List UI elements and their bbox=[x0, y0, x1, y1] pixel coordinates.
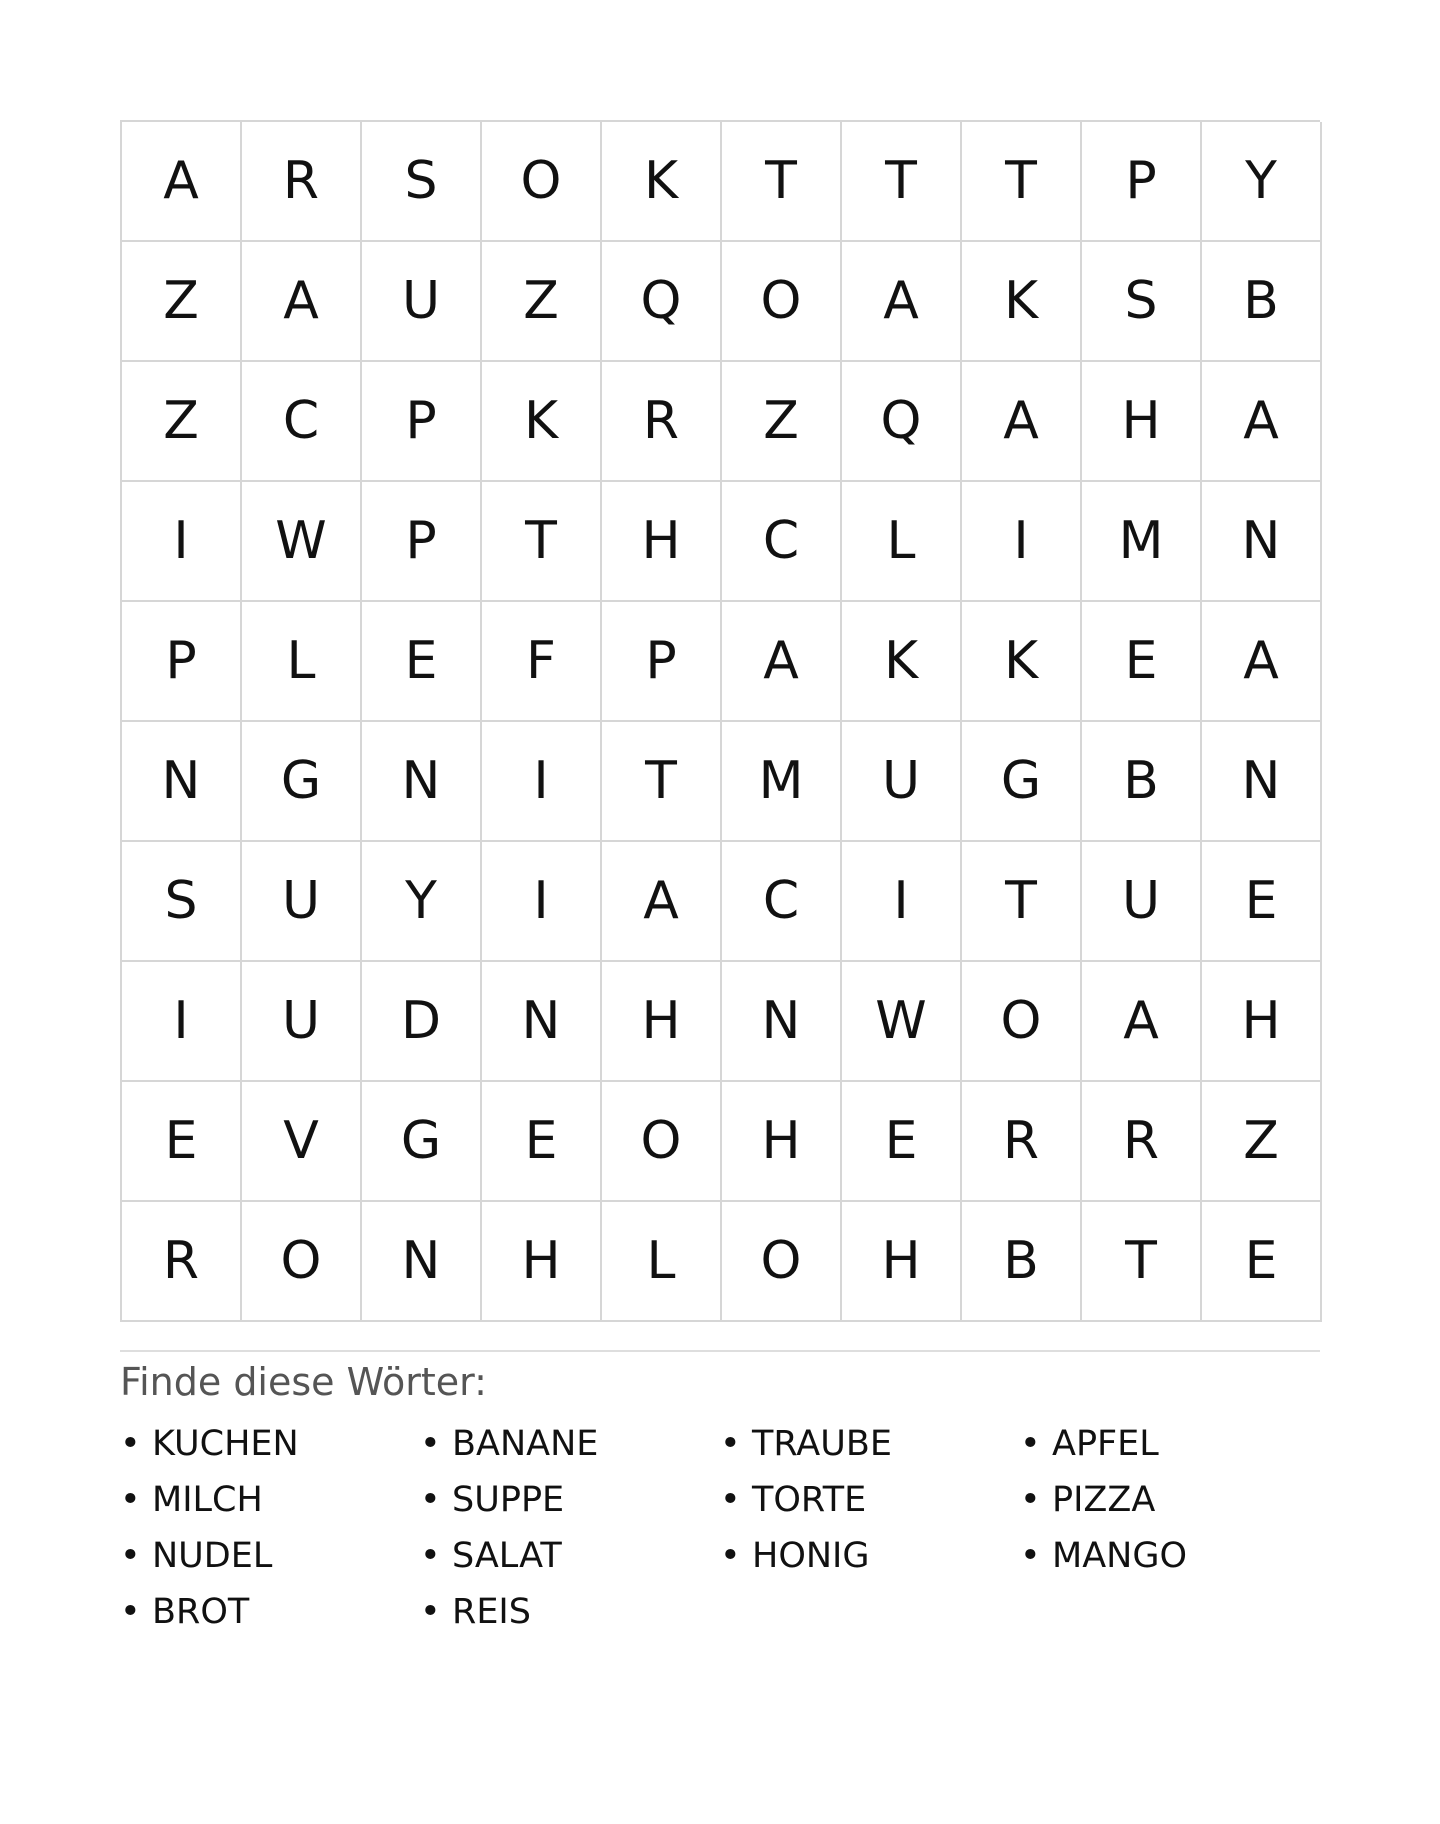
grid-cell[interactable]: I bbox=[482, 722, 602, 842]
word-list-title: Finde diese Wörter: bbox=[120, 1360, 487, 1404]
grid-cell[interactable]: Y bbox=[1202, 122, 1322, 242]
grid-cell[interactable]: L bbox=[242, 602, 362, 722]
bullet-icon: • bbox=[420, 1480, 441, 1520]
grid-cell[interactable]: N bbox=[122, 722, 242, 842]
grid-cell[interactable]: O bbox=[962, 962, 1082, 1082]
word-list-item bbox=[420, 1528, 720, 1584]
grid-cell[interactable]: K bbox=[962, 242, 1082, 362]
word-list-item bbox=[720, 1416, 1020, 1472]
grid-cell[interactable]: T bbox=[962, 122, 1082, 242]
grid-cell[interactable]: W bbox=[242, 482, 362, 602]
grid-cell[interactable]: G bbox=[962, 722, 1082, 842]
word-label: HONIG bbox=[752, 1536, 870, 1576]
bullet-icon: • bbox=[120, 1424, 141, 1464]
grid-cell[interactable]: O bbox=[722, 242, 842, 362]
grid-cell[interactable]: W bbox=[842, 962, 962, 1082]
grid-cell[interactable]: A bbox=[842, 242, 962, 362]
grid-cell[interactable]: T bbox=[962, 842, 1082, 962]
grid-cell[interactable]: R bbox=[962, 1082, 1082, 1202]
grid-cell[interactable]: A bbox=[242, 242, 362, 362]
grid-cell[interactable]: I bbox=[482, 842, 602, 962]
grid-cell[interactable]: B bbox=[1202, 242, 1322, 362]
grid-cell[interactable]: I bbox=[842, 842, 962, 962]
grid-cell[interactable]: H bbox=[1082, 362, 1202, 482]
grid-cell[interactable]: E bbox=[482, 1082, 602, 1202]
grid-cell[interactable]: N bbox=[362, 722, 482, 842]
grid-cell[interactable]: C bbox=[722, 842, 842, 962]
bullet-icon: • bbox=[720, 1424, 741, 1464]
grid-cell[interactable]: P bbox=[1082, 122, 1202, 242]
grid-cell[interactable]: A bbox=[1202, 602, 1322, 722]
grid-cell[interactable]: G bbox=[242, 722, 362, 842]
grid-cell[interactable]: K bbox=[842, 602, 962, 722]
grid-cell[interactable]: T bbox=[602, 722, 722, 842]
word-list bbox=[120, 1416, 1320, 1640]
grid-cell[interactable]: A bbox=[1202, 362, 1322, 482]
grid-cell[interactable]: K bbox=[602, 122, 722, 242]
bullet-icon: • bbox=[420, 1536, 441, 1576]
grid-cell[interactable]: A bbox=[962, 362, 1082, 482]
bullet-icon: • bbox=[120, 1592, 141, 1632]
grid-cell[interactable]: N bbox=[722, 962, 842, 1082]
grid-cell[interactable]: K bbox=[962, 602, 1082, 722]
grid-cell[interactable]: N bbox=[1202, 482, 1322, 602]
word-list-item bbox=[120, 1528, 420, 1584]
grid-cell[interactable]: P bbox=[122, 602, 242, 722]
grid-cell[interactable]: O bbox=[602, 1082, 722, 1202]
grid-cell[interactable]: O bbox=[722, 1202, 842, 1322]
grid-cell[interactable]: R bbox=[602, 362, 722, 482]
letter-grid bbox=[120, 120, 1320, 1322]
bullet-icon: • bbox=[420, 1592, 441, 1632]
grid-cell[interactable]: B bbox=[1082, 722, 1202, 842]
grid-cell[interactable]: O bbox=[482, 122, 602, 242]
word-label: TORTE bbox=[752, 1480, 867, 1520]
word-list-item bbox=[120, 1472, 420, 1528]
grid-cell[interactable]: S bbox=[362, 122, 482, 242]
word-label: REIS bbox=[452, 1592, 531, 1632]
grid-cell[interactable]: R bbox=[1082, 1082, 1202, 1202]
word-list-item bbox=[720, 1472, 1020, 1528]
grid-cell[interactable]: I bbox=[122, 962, 242, 1082]
grid-cell[interactable]: P bbox=[362, 482, 482, 602]
grid-cell[interactable]: R bbox=[242, 122, 362, 242]
word-list-item bbox=[120, 1416, 420, 1472]
grid-cell[interactable]: T bbox=[842, 122, 962, 242]
word-label: PIZZA bbox=[1052, 1480, 1156, 1520]
grid-cell[interactable]: Z bbox=[722, 362, 842, 482]
grid-cell[interactable]: U bbox=[1082, 842, 1202, 962]
grid-cell[interactable]: M bbox=[722, 722, 842, 842]
grid-cell[interactable]: U bbox=[842, 722, 962, 842]
grid-cell[interactable]: A bbox=[722, 602, 842, 722]
word-list-item bbox=[1020, 1528, 1320, 1584]
word-label: SUPPE bbox=[452, 1480, 565, 1520]
grid-cell[interactable]: Z bbox=[122, 362, 242, 482]
grid-cell[interactable]: H bbox=[602, 482, 722, 602]
grid-cell[interactable]: E bbox=[1202, 1202, 1322, 1322]
word-label: MANGO bbox=[1052, 1536, 1187, 1576]
word-list-item bbox=[1020, 1472, 1320, 1528]
grid-cell[interactable]: E bbox=[362, 602, 482, 722]
word-list-item bbox=[420, 1584, 720, 1640]
grid-cell[interactable]: E bbox=[122, 1082, 242, 1202]
bullet-icon: • bbox=[120, 1480, 141, 1520]
bullet-icon: • bbox=[1020, 1424, 1041, 1464]
bullet-icon: • bbox=[420, 1424, 441, 1464]
grid-cell[interactable]: C bbox=[722, 482, 842, 602]
grid-cell[interactable]: V bbox=[242, 1082, 362, 1202]
word-list-item bbox=[420, 1472, 720, 1528]
word-label: TRAUBE bbox=[752, 1424, 892, 1464]
grid-cell[interactable]: P bbox=[362, 362, 482, 482]
grid-cell[interactable]: H bbox=[842, 1202, 962, 1322]
grid-cell[interactable]: Y bbox=[362, 842, 482, 962]
grid-cell[interactable]: Q bbox=[602, 242, 722, 362]
grid-cell[interactable]: F bbox=[482, 602, 602, 722]
grid-cell[interactable]: Z bbox=[482, 242, 602, 362]
grid-cell[interactable]: S bbox=[1082, 242, 1202, 362]
word-label: MILCH bbox=[152, 1480, 263, 1520]
grid-cell[interactable]: I bbox=[962, 482, 1082, 602]
grid-cell[interactable]: T bbox=[1082, 1202, 1202, 1322]
grid-cell[interactable]: Q bbox=[842, 362, 962, 482]
word-label: BANANE bbox=[452, 1424, 599, 1464]
grid-cell[interactable]: U bbox=[362, 242, 482, 362]
grid-cell[interactable]: E bbox=[1202, 842, 1322, 962]
word-label: SALAT bbox=[452, 1536, 562, 1576]
grid-cell[interactable]: U bbox=[242, 842, 362, 962]
word-label: KUCHEN bbox=[152, 1424, 299, 1464]
grid-cell[interactable]: E bbox=[842, 1082, 962, 1202]
grid-cell[interactable]: K bbox=[482, 362, 602, 482]
grid-cell[interactable]: G bbox=[362, 1082, 482, 1202]
grid-cell[interactable]: A bbox=[1082, 962, 1202, 1082]
word-label: APFEL bbox=[1052, 1424, 1159, 1464]
grid-cell[interactable]: P bbox=[602, 602, 722, 722]
grid-cell[interactable]: Z bbox=[1202, 1082, 1322, 1202]
grid-cell[interactable]: A bbox=[122, 122, 242, 242]
grid-cell[interactable]: B bbox=[962, 1202, 1082, 1322]
bullet-icon: • bbox=[120, 1536, 141, 1576]
word-search-puzzle bbox=[120, 120, 1320, 1640]
bullet-icon: • bbox=[720, 1536, 741, 1576]
bullet-icon: • bbox=[720, 1480, 741, 1520]
grid-cell[interactable]: H bbox=[1202, 962, 1322, 1082]
word-label: NUDEL bbox=[152, 1536, 273, 1576]
grid-cell[interactable]: T bbox=[722, 122, 842, 242]
bullet-icon: • bbox=[1020, 1480, 1041, 1520]
grid-cell[interactable]: D bbox=[362, 962, 482, 1082]
word-list-item bbox=[1020, 1416, 1320, 1472]
grid-cell[interactable]: L bbox=[602, 1202, 722, 1322]
grid-cell[interactable]: U bbox=[242, 962, 362, 1082]
word-list-item bbox=[720, 1528, 1020, 1584]
grid-cell[interactable]: R bbox=[122, 1202, 242, 1322]
grid-cell[interactable]: H bbox=[722, 1082, 842, 1202]
divider bbox=[120, 1350, 1320, 1352]
grid-cell[interactable]: S bbox=[122, 842, 242, 962]
word-list-item bbox=[120, 1584, 420, 1640]
grid-cell[interactable]: N bbox=[482, 962, 602, 1082]
word-list-item bbox=[420, 1416, 720, 1472]
grid-cell[interactable]: N bbox=[362, 1202, 482, 1322]
grid-cell[interactable]: I bbox=[122, 482, 242, 602]
grid-cell[interactable]: O bbox=[242, 1202, 362, 1322]
grid-cell[interactable]: C bbox=[242, 362, 362, 482]
grid-cell[interactable]: L bbox=[842, 482, 962, 602]
grid-cell[interactable]: T bbox=[482, 482, 602, 602]
grid-cell[interactable]: A bbox=[602, 842, 722, 962]
grid-cell[interactable]: H bbox=[482, 1202, 602, 1322]
grid-cell[interactable]: Z bbox=[122, 242, 242, 362]
grid-cell[interactable]: H bbox=[602, 962, 722, 1082]
grid-cell[interactable]: M bbox=[1082, 482, 1202, 602]
grid-cell[interactable]: N bbox=[1202, 722, 1322, 842]
bullet-icon: • bbox=[1020, 1536, 1041, 1576]
word-label: BROT bbox=[152, 1592, 250, 1632]
grid-cell[interactable]: E bbox=[1082, 602, 1202, 722]
